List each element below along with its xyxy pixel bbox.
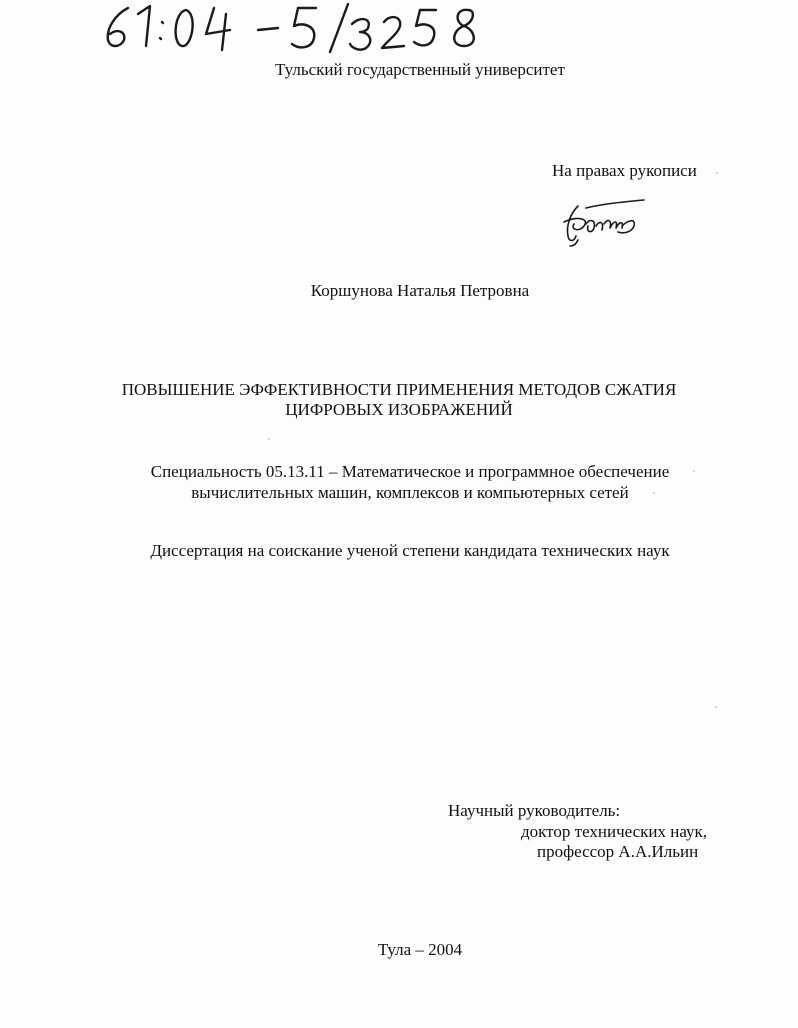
dissertation-statement: Диссертация на соискание ученой степени кандидата технических наук [150, 541, 670, 560]
archive-number-ink [98, 0, 498, 58]
specialty-line-2: вычислительных машин, комплексов и компьютерных сетей [191, 483, 629, 502]
archive-number-handwritten [98, 0, 498, 58]
scan-speck [693, 470, 695, 472]
supervisor-degree: доктор технических наук, [521, 822, 708, 841]
scan-speck [268, 438, 270, 440]
author-name: Коршунова Наталья Петровна [310, 281, 530, 300]
dissertation-title [60, 380, 738, 420]
city-year: Тула – 2004 [377, 940, 463, 959]
title-line-1: ПОВЫШЕНИЕ ЭФФЕКТИВНОСТИ ПРИМЕНЕНИЯ МЕТОДОВ СЖАТИЯ [121, 380, 677, 399]
specialty-line-1: Специальность 05.13.11 – Математическое и программное обеспечение [150, 462, 670, 481]
supervisor-name: профессор А.А.Ильин [537, 842, 699, 861]
university-name: Тульский государственный университет [275, 60, 565, 79]
specialty [60, 461, 760, 503]
title-line-2: ЦИФРОВЫХ ИЗОБРАЖЕНИЙ [285, 400, 513, 419]
scan-speck [653, 492, 655, 494]
signature-ink [556, 196, 652, 248]
scan-speck [716, 172, 718, 174]
rights-note: На правах рукописи [552, 161, 697, 180]
supervisor-label: Научный руководитель: [448, 801, 621, 820]
scan-speck [715, 706, 717, 708]
author-signature [556, 196, 652, 248]
